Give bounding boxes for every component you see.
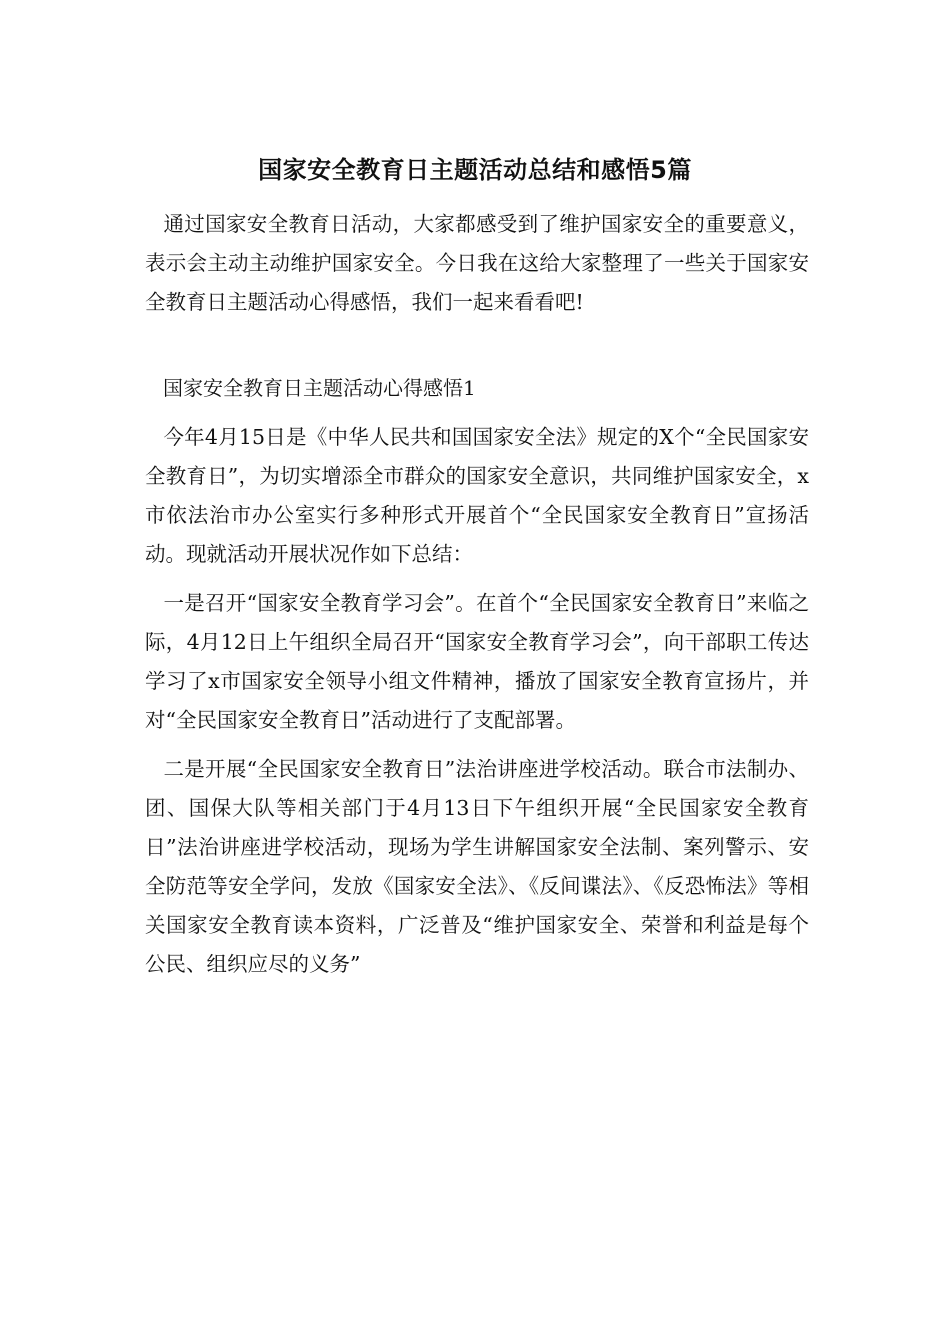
intro-paragraph: 通过国家安全教育日活动，大家都感受到了维护国家安全的重要意义，表示会主动主动维护国家安全。今日我在这给大家整理了一些关于国家安全教育日主题活动心得感悟，我们一起来看看吧! bbox=[145, 212, 809, 314]
document-title: 国家安全教育日主题活动总结和感悟5篇 bbox=[258, 156, 692, 184]
body-paragraph-3: 二是开展“全民国家安全教育日”法治讲座进学校活动。联合市法制办、团、国保大队等相关部门于4月13日下午组织开展“全民国家安全教育日”法治讲座进学校活动，现场为学生讲解国家安全法制、案列警示、安全防范等安全学问，发放《国家安全法》、《反间谍法》、《反恐怖法》等相关国家安全教育读本资料，广泛普及“维护国家安全、荣誉和利益是每个公民、组织应尽的义务” bbox=[145, 757, 809, 976]
section-heading: 国家安全教育日主题活动心得感悟1 bbox=[163, 376, 476, 400]
body-paragraph-2: 一是召开“国家安全教育学习会”。在首个“全民国家安全教育日”来临之际，4月12日上午组织全局召开“国家安全教育学习会”，向干部职工传达学习了x市国家安全领导小组文件精神，播放了国家安全教育宣扬片，并对“全民国家安全教育日”活动进行了支配部署。 bbox=[145, 591, 809, 732]
document-body bbox=[145, 205, 809, 984]
body-paragraph-1: 今年4月15日是《中华人民共和国国家安全法》规定的X个“全民国家安全教育日”，为切实增添全市群众的国家安全意识，共同维护国家安全，x市依法治市办公室实行多种形式开展首个“全民国家安全教育日”宣扬活动。现就活动开展状况作如下总结： bbox=[145, 425, 809, 566]
